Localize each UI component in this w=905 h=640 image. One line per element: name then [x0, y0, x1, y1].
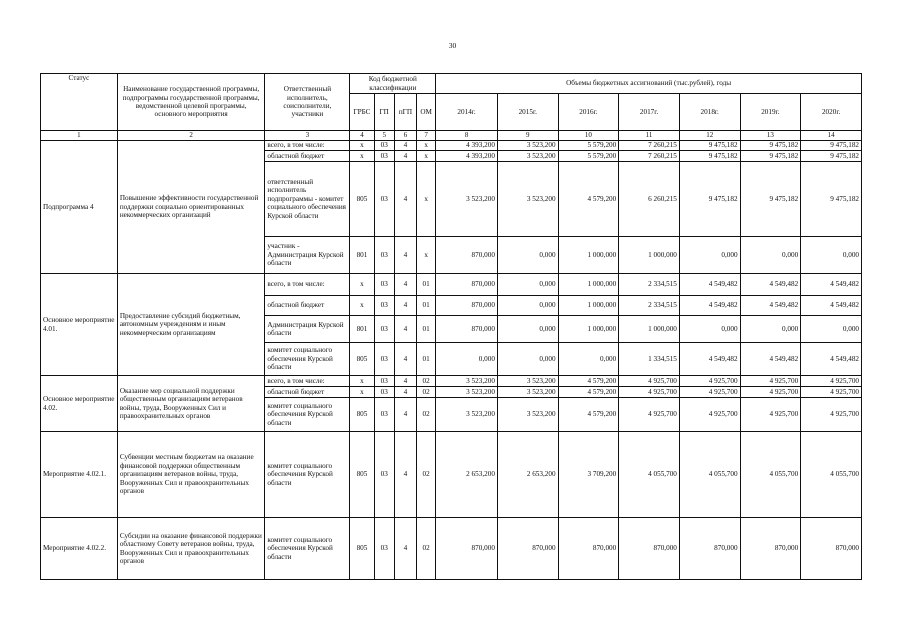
amount-cell: 4 925,700 — [679, 398, 740, 432]
amount-cell: 4 925,700 — [619, 376, 680, 387]
amount-cell: 4 549,482 — [679, 343, 740, 376]
budget-code-cell: 03 — [374, 343, 394, 376]
header-volumes: Объемы бюджетных ассигнований (тыс.рублей), годы — [436, 74, 862, 94]
amount-cell: 1 000,000 — [619, 237, 680, 274]
row-status: Основное мероприятие 4.02. — [41, 376, 118, 432]
amount-cell: 4 055,700 — [619, 432, 680, 518]
amount-cell: 4 925,700 — [679, 387, 740, 398]
header-om: ОМ — [417, 94, 436, 131]
row-responsible: всего, в том числе: — [265, 376, 350, 387]
amount-cell: 3 523,200 — [497, 398, 558, 432]
amount-cell: 4 579,200 — [558, 387, 619, 398]
amount-cell: 0,000 — [497, 296, 558, 316]
budget-code-cell: 01 — [417, 274, 436, 296]
budget-code-cell: 4 — [394, 296, 416, 316]
header-pgp: пГП — [394, 94, 416, 131]
amount-cell: 1 000,000 — [558, 274, 619, 296]
amount-cell: 0,000 — [679, 316, 740, 343]
amount-cell: 870,000 — [497, 518, 558, 580]
amount-cell: 9 475,182 — [801, 141, 862, 151]
row-name: Субвенции местным бюджетам на оказание финансовой поддержки общественным организациям ветеранов войны, труда, Вооруженных Сил и правоохранительных органов — [117, 432, 265, 518]
column-number: 6 — [394, 131, 416, 141]
budget-code-cell: 4 — [394, 274, 416, 296]
amount-cell: 2 653,200 — [497, 432, 558, 518]
budget-code-cell: 4 — [394, 162, 416, 237]
column-number: 9 — [497, 131, 558, 141]
header-year: 2014г. — [436, 94, 498, 131]
amount-cell: 9 475,182 — [679, 151, 740, 162]
header-year: 2015г. — [497, 94, 558, 131]
column-number: 11 — [619, 131, 680, 141]
column-number: 12 — [679, 131, 740, 141]
amount-cell: 870,000 — [801, 518, 862, 580]
header-responsible: Ответственный исполнитель, соисполнители, участники — [265, 74, 350, 131]
budget-code-cell: 805 — [350, 162, 374, 237]
header-gp: ГП — [374, 94, 394, 131]
row-responsible: областной бюджет — [265, 387, 350, 398]
budget-code-cell: 4 — [394, 398, 416, 432]
amount-cell: 7 260,215 — [619, 151, 680, 162]
budget-code-cell: 801 — [350, 237, 374, 274]
budget-code-cell: 805 — [350, 432, 374, 518]
budget-code-cell: 805 — [350, 343, 374, 376]
budget-code-cell: 03 — [374, 237, 394, 274]
budget-code-cell: 801 — [350, 316, 374, 343]
amount-cell: 4 925,700 — [740, 376, 801, 387]
amount-cell: 1 000,000 — [558, 237, 619, 274]
header-year: 2016г. — [558, 94, 619, 131]
row-status: Подпрограмма 4 — [41, 141, 118, 274]
amount-cell: 1 000,000 — [619, 316, 680, 343]
amount-cell: 3 523,200 — [497, 376, 558, 387]
row-responsible: комитет социального обеспечения Курской области — [265, 518, 350, 580]
budget-code-cell: 02 — [417, 387, 436, 398]
budget-code-cell: 4 — [394, 387, 416, 398]
budget-code-cell: 03 — [374, 296, 394, 316]
column-number: 7 — [417, 131, 436, 141]
table-row — [41, 432, 862, 518]
amount-cell: 870,000 — [436, 237, 498, 274]
row-responsible: комитет социального обеспечения Курской области — [265, 398, 350, 432]
row-name: Повышение эффективности государственной поддержки социально ориентированных некоммерческих организаций — [117, 141, 265, 274]
budget-code-cell: x — [350, 151, 374, 162]
budget-code-cell: 4 — [394, 237, 416, 274]
amount-cell: 4 393,200 — [436, 141, 498, 151]
amount-cell: 4 579,200 — [558, 376, 619, 387]
column-number: 8 — [436, 131, 498, 141]
amount-cell: 9 475,182 — [801, 151, 862, 162]
row-name: Предоставление субсидий бюджетным, автономным учреждениям и иным некоммерческим организациям — [117, 274, 265, 376]
column-number: 2 — [117, 131, 265, 141]
budget-code-cell: x — [350, 376, 374, 387]
amount-cell: 4 549,482 — [801, 274, 862, 296]
header-year: 2020г. — [801, 94, 862, 131]
amount-cell: 9 475,182 — [801, 162, 862, 237]
page-number: 30 — [448, 41, 457, 50]
budget-code-cell: 4 — [394, 343, 416, 376]
amount-cell: 3 523,200 — [497, 387, 558, 398]
budget-code-cell: 03 — [374, 398, 394, 432]
amount-cell: 6 260,215 — [619, 162, 680, 237]
budget-code-cell: 03 — [374, 518, 394, 580]
budget-code-cell: 4 — [394, 316, 416, 343]
amount-cell: 4 579,200 — [558, 398, 619, 432]
amount-cell: 870,000 — [740, 518, 801, 580]
budget-code-cell: x — [350, 141, 374, 151]
amount-cell: 2 334,515 — [619, 274, 680, 296]
amount-cell: 4 925,700 — [740, 387, 801, 398]
amount-cell: 4 925,700 — [619, 398, 680, 432]
amount-cell: 4 925,700 — [740, 398, 801, 432]
budget-table — [40, 73, 862, 580]
budget-code-cell: x — [417, 151, 436, 162]
amount-cell: 4 579,200 — [558, 162, 619, 237]
row-responsible: Администрация Курской области — [265, 316, 350, 343]
amount-cell: 870,000 — [436, 274, 498, 296]
budget-code-cell: x — [417, 162, 436, 237]
header-year: 2018г. — [679, 94, 740, 131]
table-row — [41, 274, 862, 296]
amount-cell: 9 475,182 — [740, 162, 801, 237]
amount-cell: 870,000 — [436, 518, 498, 580]
table-row — [41, 376, 862, 387]
amount-cell: 870,000 — [436, 296, 498, 316]
row-status: Мероприятие 4.02.1. — [41, 432, 118, 518]
row-responsible: участник - Администрация Курской области — [265, 237, 350, 274]
amount-cell: 4 925,700 — [801, 398, 862, 432]
budget-code-cell: 01 — [417, 296, 436, 316]
row-responsible: областной бюджет — [265, 151, 350, 162]
header-budget-code: Код бюджетной классификации — [350, 74, 436, 94]
budget-code-cell: 02 — [417, 398, 436, 432]
budget-code-cell: x — [350, 387, 374, 398]
budget-code-cell: 02 — [417, 432, 436, 518]
amount-cell: 0,000 — [497, 316, 558, 343]
budget-code-cell: 03 — [374, 387, 394, 398]
header-grbs: ГРБС — [350, 94, 374, 131]
amount-cell: 4 925,700 — [619, 387, 680, 398]
row-responsible: комитет социального обеспечения Курской области — [265, 343, 350, 376]
amount-cell: 0,000 — [740, 237, 801, 274]
amount-cell: 4 549,482 — [740, 343, 801, 376]
budget-code-cell: x — [350, 296, 374, 316]
budget-code-cell: 805 — [350, 398, 374, 432]
amount-cell: 4 549,482 — [679, 296, 740, 316]
amount-cell: 0,000 — [801, 237, 862, 274]
amount-cell: 0,000 — [436, 343, 498, 376]
amount-cell: 1 000,000 — [558, 296, 619, 316]
amount-cell: 870,000 — [436, 316, 498, 343]
amount-cell: 870,000 — [558, 518, 619, 580]
row-name: Субсидии на оказание финансовой поддержки областному Совету ветеранов войны, труда, Вооруженных Сил и правоохранительных органов — [117, 518, 265, 580]
budget-code-cell: 805 — [350, 518, 374, 580]
column-number: 5 — [374, 131, 394, 141]
amount-cell: 0,000 — [740, 316, 801, 343]
amount-cell: 870,000 — [619, 518, 680, 580]
budget-code-cell: x — [417, 237, 436, 274]
amount-cell: 5 579,200 — [558, 141, 619, 151]
amount-cell: 0,000 — [679, 237, 740, 274]
budget-code-cell: 03 — [374, 151, 394, 162]
amount-cell: 3 523,200 — [436, 387, 498, 398]
budget-code-cell: 03 — [374, 432, 394, 518]
budget-code-cell: 01 — [417, 343, 436, 376]
amount-cell: 9 475,182 — [740, 141, 801, 151]
amount-cell: 4 055,700 — [740, 432, 801, 518]
amount-cell: 0,000 — [558, 343, 619, 376]
amount-cell: 4 549,482 — [740, 296, 801, 316]
amount-cell: 4 549,482 — [740, 274, 801, 296]
amount-cell: 3 523,200 — [497, 162, 558, 237]
amount-cell: 870,000 — [679, 518, 740, 580]
amount-cell: 7 260,215 — [619, 141, 680, 151]
column-number: 13 — [740, 131, 801, 141]
amount-cell: 4 549,482 — [679, 274, 740, 296]
budget-code-cell: 03 — [374, 274, 394, 296]
amount-cell: 4 549,482 — [801, 296, 862, 316]
budget-code-cell: x — [417, 141, 436, 151]
budget-code-cell: x — [350, 274, 374, 296]
amount-cell: 1 334,515 — [619, 343, 680, 376]
amount-cell: 0,000 — [801, 316, 862, 343]
budget-code-cell: 4 — [394, 141, 416, 151]
row-responsible: ответственный исполнитель подпрограммы - комитет социального обеспечения Курской области — [265, 162, 350, 237]
column-number: 10 — [558, 131, 619, 141]
budget-code-cell: 4 — [394, 151, 416, 162]
amount-cell: 0,000 — [497, 343, 558, 376]
amount-cell: 9 475,182 — [679, 141, 740, 151]
row-responsible: областной бюджет — [265, 296, 350, 316]
amount-cell: 3 523,200 — [497, 141, 558, 151]
column-number: 1 — [41, 131, 118, 141]
column-number: 14 — [801, 131, 862, 141]
amount-cell: 3 523,200 — [436, 376, 498, 387]
row-responsible: всего, в том числе: — [265, 141, 350, 151]
amount-cell: 4 055,700 — [679, 432, 740, 518]
amount-cell: 9 475,182 — [740, 151, 801, 162]
header-year: 2019г. — [740, 94, 801, 131]
budget-code-cell: 01 — [417, 316, 436, 343]
row-status: Основное мероприятие 4.01. — [41, 274, 118, 376]
column-number: 4 — [350, 131, 374, 141]
amount-cell: 2 653,200 — [436, 432, 498, 518]
row-responsible: всего, в том числе: — [265, 274, 350, 296]
amount-cell: 4 055,700 — [801, 432, 862, 518]
amount-cell: 3 523,200 — [436, 398, 498, 432]
budget-code-cell: 03 — [374, 162, 394, 237]
amount-cell: 5 579,200 — [558, 151, 619, 162]
table-row — [41, 518, 862, 580]
amount-cell: 4 925,700 — [801, 376, 862, 387]
column-number: 3 — [265, 131, 350, 141]
budget-code-cell: 02 — [417, 376, 436, 387]
header-name: Наименование государственной программы, подпрограммы государственной программы, ведомственной целевой программы, основного мероприятия — [117, 74, 265, 131]
amount-cell: 4 549,482 — [801, 343, 862, 376]
amount-cell: 4 393,200 — [436, 151, 498, 162]
header-status: Статус — [41, 74, 118, 131]
amount-cell: 0,000 — [497, 237, 558, 274]
amount-cell: 3 523,200 — [436, 162, 498, 237]
row-name: Оказание мер социальной поддержки общественным организациям ветеранов войны, труда, Вооруженных Сил и правоохранительных органов — [117, 376, 265, 432]
amount-cell: 2 334,515 — [619, 296, 680, 316]
amount-cell: 1 000,000 — [558, 316, 619, 343]
amount-cell: 9 475,182 — [679, 162, 740, 237]
amount-cell: 3 523,200 — [497, 151, 558, 162]
table-row — [41, 141, 862, 151]
budget-code-cell: 4 — [394, 376, 416, 387]
budget-code-cell: 03 — [374, 141, 394, 151]
row-status: Мероприятие 4.02.2. — [41, 518, 118, 580]
header-year: 2017г. — [619, 94, 680, 131]
budget-code-cell: 02 — [417, 518, 436, 580]
budget-code-cell: 4 — [394, 518, 416, 580]
amount-cell: 4 925,700 — [801, 387, 862, 398]
amount-cell: 3 709,200 — [558, 432, 619, 518]
budget-code-cell: 4 — [394, 432, 416, 518]
amount-cell: 0,000 — [497, 274, 558, 296]
budget-code-cell: 03 — [374, 376, 394, 387]
row-responsible: комитет социального обеспечения Курской области — [265, 432, 350, 518]
budget-code-cell: 03 — [374, 316, 394, 343]
amount-cell: 4 925,700 — [679, 376, 740, 387]
